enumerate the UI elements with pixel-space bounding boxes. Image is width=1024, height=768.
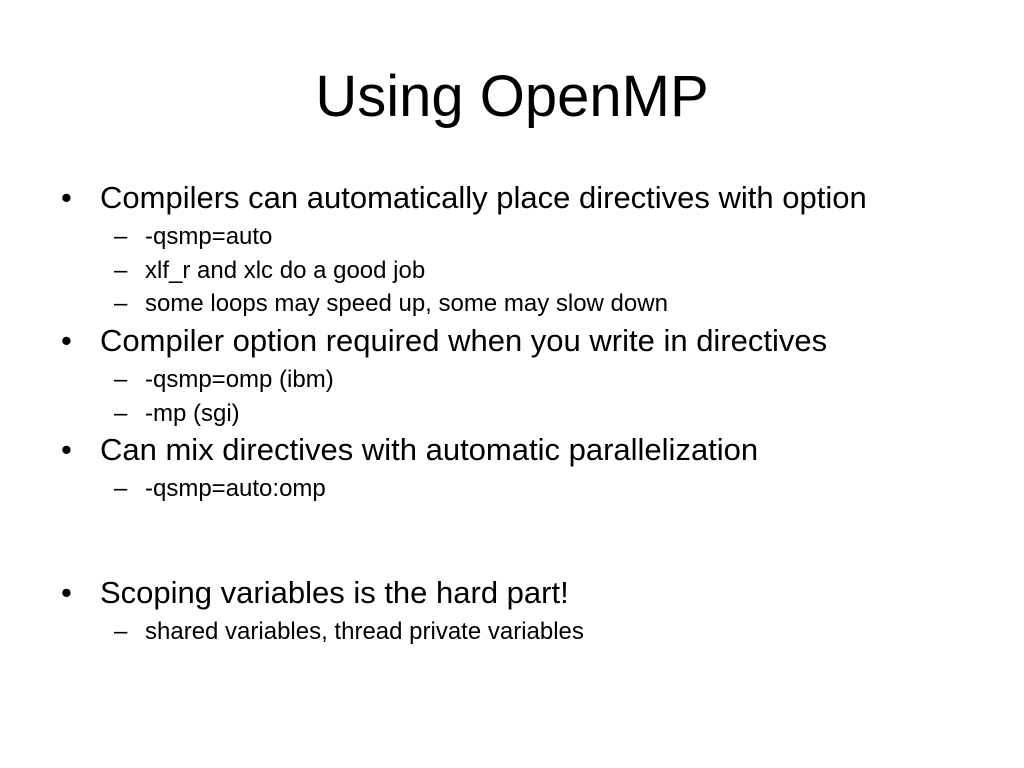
bullet-text: Scoping variables is the hard part! <box>100 575 569 610</box>
dash-icon: – <box>114 618 128 645</box>
dash-icon: – <box>114 366 128 393</box>
dash-icon: – <box>114 223 128 250</box>
sub-bullet-item <box>114 256 426 286</box>
bullet-text: Compilers can automatically place directives with option <box>100 180 867 215</box>
sub-bullet-text: xlf_r and xlc do a good job <box>145 257 426 284</box>
bullet-icon: • <box>61 432 72 467</box>
sub-bullet-item <box>114 617 584 647</box>
bullet-text: Compiler option required when you write in directives <box>100 323 828 358</box>
bullet-icon: • <box>61 180 72 215</box>
sub-bullet-text: -qsmp=omp (ibm) <box>145 366 334 393</box>
bullet-item <box>61 574 569 612</box>
dash-icon: – <box>114 257 128 284</box>
dash-icon: – <box>114 400 128 427</box>
sub-bullet-text: -qsmp=auto:omp <box>145 475 326 502</box>
dash-icon: – <box>114 290 128 317</box>
sub-bullet-text: some loops may speed up, some may slow down <box>145 290 668 317</box>
sub-bullet-item <box>114 399 240 429</box>
bullet-icon: • <box>61 323 72 358</box>
sub-bullet-item <box>114 365 334 395</box>
sub-bullet-item <box>114 289 668 319</box>
sub-bullet-text: -mp (sgi) <box>145 400 240 427</box>
sub-bullet-text: shared variables, thread private variables <box>145 618 584 645</box>
bullet-item <box>61 322 828 360</box>
bullet-item <box>61 431 759 469</box>
sub-bullet-item <box>114 474 326 504</box>
sub-bullet-text: -qsmp=auto <box>145 223 273 250</box>
bullet-icon: • <box>61 575 72 610</box>
dash-icon: – <box>114 475 128 502</box>
bullet-item <box>61 179 867 217</box>
sub-bullet-item <box>114 222 273 252</box>
bullet-text: Can mix directives with automatic parallelization <box>100 432 759 467</box>
slide-title: Using OpenMP <box>315 64 709 129</box>
